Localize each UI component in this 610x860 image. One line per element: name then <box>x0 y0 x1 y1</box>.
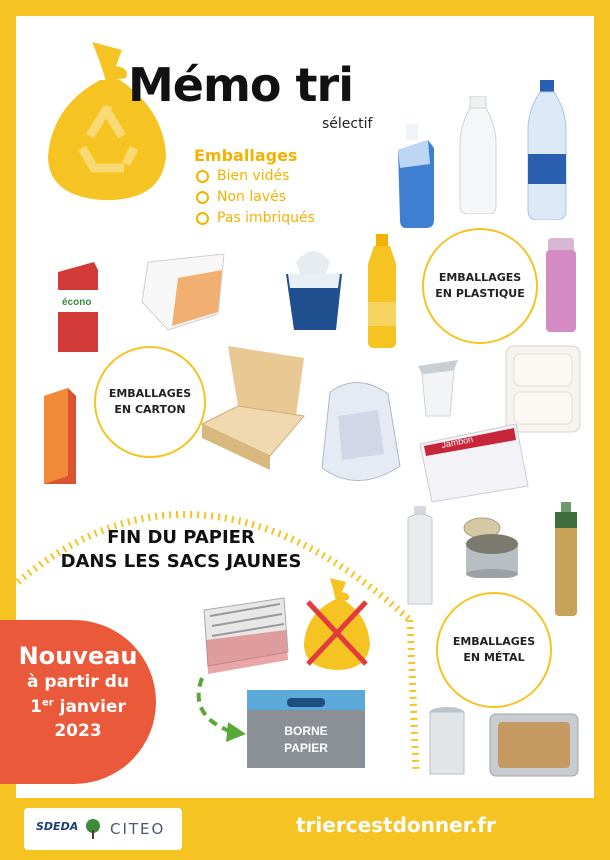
category-label-line: EN PLASTIQUE <box>435 287 525 300</box>
paper-bin-icon <box>247 690 365 768</box>
carton-category-circle <box>94 346 206 458</box>
headline-line: FIN DU PAPIER <box>107 527 255 548</box>
food-tin-image <box>460 514 522 578</box>
bullet-ring-icon <box>196 191 209 204</box>
page-subtitle: sélectif <box>322 116 373 132</box>
nouveau-year: 2023 <box>54 721 102 742</box>
category-label-line: EMBALLAGES <box>452 634 536 648</box>
plastic-tray-image <box>504 344 582 434</box>
bullet-ring-icon <box>196 212 209 225</box>
yogurt-cup-image <box>286 244 342 334</box>
tree-icon <box>84 818 102 840</box>
oil-bottle-image <box>362 234 402 348</box>
curved-arrow-icon <box>188 676 250 748</box>
sdeda-logo: SDEDA <box>36 820 79 833</box>
drink-can-image <box>428 706 466 778</box>
ham-pack-image <box>418 424 530 502</box>
category-label-line: EMBALLAGES <box>108 386 192 400</box>
cereal-box-image <box>138 254 226 330</box>
rule-item <box>196 168 289 184</box>
category-label-line: EN MÉTAL <box>463 651 525 664</box>
nouveau-line: à partir du <box>27 672 129 692</box>
headline-line: DANS LES SACS JAUNES <box>60 551 302 573</box>
plastic-category-circle <box>422 228 538 344</box>
frame-right <box>594 0 610 860</box>
category-label-line: EN CARTON <box>114 403 186 416</box>
pizza-box-image <box>198 346 308 472</box>
rule-item <box>196 210 315 226</box>
bullet-ring-icon <box>196 170 209 183</box>
metal-category-circle <box>436 592 552 708</box>
category-label-line: EMBALLAGES <box>438 270 522 284</box>
milk-carton-image <box>54 262 102 354</box>
gas-canister-image <box>552 502 580 618</box>
crossed-yellow-bag-icon <box>300 574 372 672</box>
frame-top <box>0 0 610 16</box>
milk-bottle-image <box>456 96 500 214</box>
ham-pack-label: Jambon <box>440 434 474 450</box>
newspaper-stack-image <box>200 590 290 678</box>
page-title: Mémo tri <box>128 58 353 112</box>
paper-headline <box>40 526 322 575</box>
rule-label: Non lavés <box>217 189 287 205</box>
rule-label: Pas imbriqués <box>217 210 315 226</box>
date-month: janvier <box>59 696 126 717</box>
date-day: 1 <box>30 696 42 717</box>
aluminium-tray-image <box>488 712 580 778</box>
borne-label-line: BORNE <box>284 724 328 738</box>
citeo-logo: CITEO <box>110 820 166 838</box>
rule-item <box>196 189 286 205</box>
aerosol-can-image <box>402 506 438 606</box>
borne-label-line: PAPIER <box>284 741 328 755</box>
date-suffix: er <box>41 696 54 708</box>
packaging-heading: Emballages <box>194 146 298 165</box>
nouveau-date <box>0 695 156 720</box>
rule-label: Bien vidés <box>217 168 290 184</box>
pink-bottle-image <box>544 238 578 334</box>
website-link[interactable]: triercestdonner.fr <box>296 813 496 837</box>
toilet-cleaner-bottle-image <box>396 124 438 228</box>
nouveau-title: Nouveau <box>18 642 138 670</box>
milk-carton-label: écono <box>62 297 92 308</box>
dessert-cup-image <box>414 356 462 420</box>
water-bottle-image <box>522 80 572 220</box>
